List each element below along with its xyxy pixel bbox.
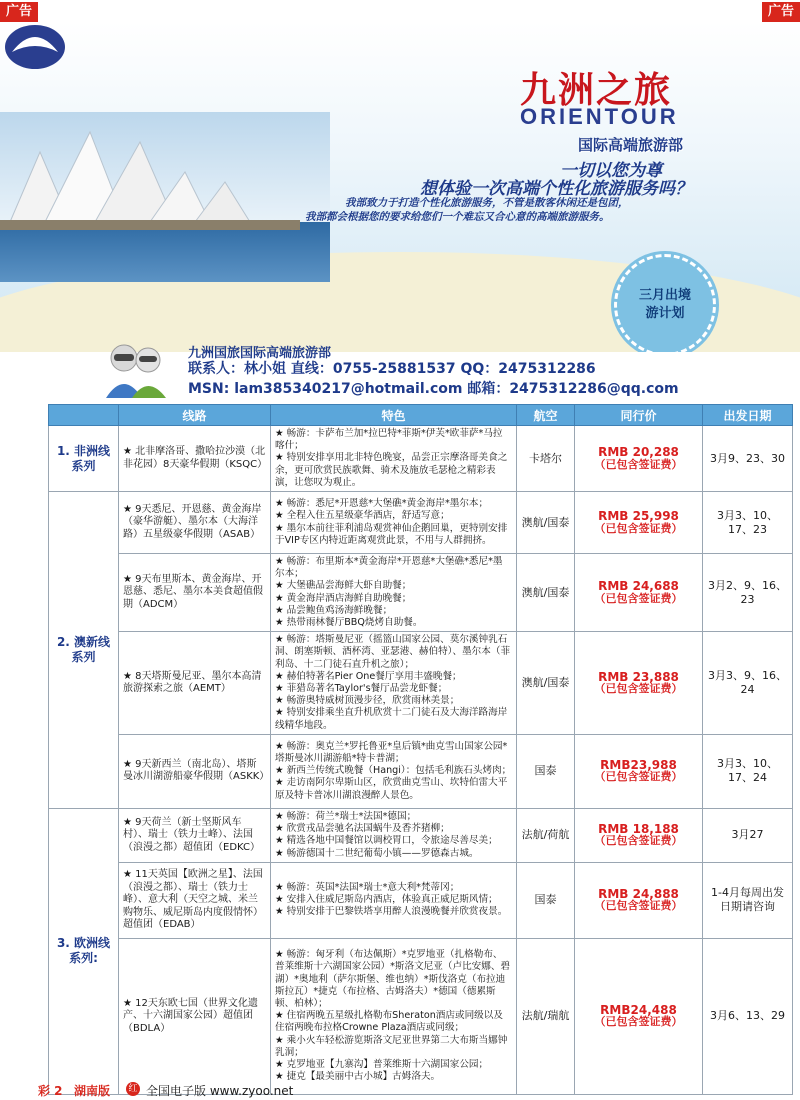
header-price: 同行价	[575, 405, 703, 426]
price-value: RMB 24,888	[598, 886, 679, 901]
airline-cell: 卡塔尔	[517, 426, 575, 492]
price-value: RMB 23,888	[598, 669, 679, 684]
tour-table-wrap	[48, 404, 792, 1095]
page-footer	[0, 1082, 800, 1100]
price-note: （已包含签证费）	[594, 682, 683, 696]
logo-cn: 九洲之旅	[520, 69, 673, 110]
features-cell: ★ 畅游：奥克兰*罗托鲁亚*皇后镇*曲克雪山国家公园*塔斯曼冰川湖游船*特卡普湖； ★ 新西兰传统式晚餐（Hangi）：包括毛利族石头烤肉； ★ 走访南阿尔卑斯山区，欣赏曲克雪山、坎特伯雷大平原及特卡普冰川湖浪漫醉人景色。	[271, 734, 517, 808]
header-airline: 航空	[517, 405, 575, 426]
category-europe: 3. 欧洲线系列:	[49, 808, 119, 1094]
date-cell: 1-4月每周出发日期请咨询	[703, 862, 793, 938]
contact-block	[0, 340, 800, 402]
price-cell	[575, 808, 703, 862]
orientour-logo-icon	[0, 22, 70, 72]
table-row	[49, 808, 793, 862]
tour-table	[48, 404, 793, 1095]
price-value: RMB 18,188	[598, 821, 679, 836]
page-number: 彩 2	[38, 1084, 63, 1098]
date-cell: 3月3、10、17、24	[703, 734, 793, 808]
airline-cell: 澳航/国泰	[517, 554, 575, 632]
date-cell: 3月9、23、30	[703, 426, 793, 492]
date-cell: 3月6、13、29	[703, 938, 793, 1094]
contact-phone-line: 联系人：林小姐 直线：0755-25881537 QQ：2475312286	[188, 361, 596, 377]
price-cell	[575, 862, 703, 938]
ad-tag-left: 广告	[0, 2, 38, 22]
badge-line-2: 游计划	[645, 306, 685, 321]
route-cell: ★ 8天塔斯曼尼亚、墨尔本高清旅游探索之旅（AEMT）	[119, 632, 271, 735]
price-cell	[575, 492, 703, 554]
hero-banner	[0, 22, 800, 352]
features-cell: ★ 畅游：悉尼*开恩慈*大堡礁*黄金海岸*墨尔本； ★ 全程入住五星级豪华酒店，舒适写意； ★ 墨尔本前往菲利浦岛观赏神仙企鹅回巢，更特别安排于VIP专区内特近距离观赏此景，不用与人群拥挤。	[271, 492, 517, 554]
route-cell: ★ 11天英国【欧洲之星】、法国（浪漫之都）、瑞士（铁力士峰）、意大利（天空之城、米兰购物乐、威尼斯岛内度假情怀）超值团（EDAB）	[119, 862, 271, 938]
slogan-primary: 一切以您为尊	[560, 161, 662, 181]
route-cell: ★ 9天新西兰（南北岛）、塔斯曼冰川湖游船豪华假期（ASKK）	[119, 734, 271, 808]
features-cell: ★ 畅游：荷兰*瑞士*法国*德国； ★ 欣赏戎品尝驰名法国蜗牛及香芥猪柳； ★ 精选各地中国餐馆以调校胃口，令旅途尽善尽美； ★ 畅游德国十二世纪葡萄小镇——罗德森古城。	[271, 808, 517, 862]
price-note: （已包含签证费）	[594, 834, 683, 848]
price-cell	[575, 632, 703, 735]
intro-line-2: 我部都会根据您的要求给您们一个难忘又合心意的高端旅游服务。	[305, 211, 610, 223]
route-cell: ★ 9天荷兰（新士坚斯风车村）、瑞士（铁力士峰）、法国（浪漫之都）超值团（EDKC）	[119, 808, 271, 862]
date-cell: 3月3、10、17、23	[703, 492, 793, 554]
header-route: 线路	[119, 405, 271, 426]
table-row	[49, 734, 793, 808]
airline-cell: 国泰	[517, 862, 575, 938]
table-row	[49, 632, 793, 735]
date-cell: 3月2、9、16、23	[703, 554, 793, 632]
airline-cell: 国泰	[517, 734, 575, 808]
contact-avatar-icon	[100, 340, 172, 400]
price-cell	[575, 938, 703, 1094]
edition-label: 湖南版	[74, 1084, 111, 1098]
price-value: RMB24,488	[600, 1002, 677, 1017]
table-row	[49, 426, 793, 492]
table-row	[49, 862, 793, 938]
route-cell: ★ 北非摩洛哥、撒哈拉沙漠（北非花园）8天豪华假期（KSQC）	[119, 426, 271, 492]
price-value: RMB 24,688	[598, 579, 679, 594]
header-features: 特色	[271, 405, 517, 426]
header-blank	[49, 405, 119, 426]
march-plan-badge	[614, 254, 716, 352]
price-value: RMB 25,998	[598, 509, 679, 524]
category-oceania: 2. 澳新线系列	[49, 492, 119, 809]
badge-line-1: 三月出境	[638, 288, 691, 303]
red-circle-icon: 红	[126, 1082, 140, 1096]
logo-en: ORIENTOUR	[520, 104, 679, 129]
airline-cell: 澳航/国泰	[517, 492, 575, 554]
price-note: （已包含签证费）	[594, 457, 683, 471]
route-cell: ★ 12天东欧七国（世界文化遗产、十六湖国家公园）超值团（BDLA）	[119, 938, 271, 1094]
site-link[interactable]: 全国电子版 www.zyoo.net	[146, 1084, 294, 1098]
price-note: （已包含签证费）	[594, 1015, 683, 1029]
price-note: （已包含签证费）	[594, 591, 683, 605]
route-cell: ★ 9天悉尼、开恩慈、黄金海岸（豪华游艇）、墨尔本（大海洋路）五星级豪华假期（ASAB）	[119, 492, 271, 554]
intro-line-1: 我部致力于打造个性化旅游服务，不管是散客休闲还是包团，	[345, 197, 629, 209]
features-cell: ★ 畅游：布里斯本*黄金海岸*开恩慈*大堡礁*悉尼*墨尔本； ★ 大堡礁品尝海鲜大虾自助餐； ★ 黄金海岸酒店海鲜自助晚餐； ★ 品尝鲍鱼鸡汤海鲜晚餐； ★ 热带雨林餐厅BBQ烧烤自助餐。	[271, 554, 517, 632]
table-row	[49, 554, 793, 632]
price-note: （已包含签证费）	[594, 899, 683, 913]
price-cell	[575, 426, 703, 492]
header-date: 出发日期	[703, 405, 793, 426]
price-value: RMB 20,288	[598, 445, 679, 459]
price-cell	[575, 554, 703, 632]
date-cell: 3月27	[703, 808, 793, 862]
features-cell: ★ 畅游：塔斯曼尼亚（摇篮山国家公园、莫尔溪钟乳石洞、朗塞斯顿、酒杯湾、亚瑟港、赫伯特）、墨尔本（菲利岛、十二门徒石直升机之旅）； ★ 赫伯特著名Pier One餐厅享用丰盛晚餐； ★ 菲猎岛著名Taylor's餐厅品尝龙虾餐； ★ 畅游奥特威树顶漫步径，欣赏雨林美景； ★ 特别安排乘坐直升机欣赏十二门徒石及大海洋路海岸线精华地段。	[271, 632, 517, 735]
price-note: （已包含签证费）	[594, 770, 683, 784]
airline-cell: 法航/荷航	[517, 808, 575, 862]
ad-tag-right: 广告	[762, 2, 800, 22]
table-row	[49, 492, 793, 554]
contact-title: 九洲国旅国际高端旅游部	[188, 346, 332, 361]
features-cell: ★ 畅游：卡萨布兰加*拉巴特*菲斯*伊芙*欧菲萨*马拉喀什； ★ 特别安排享用北非特色晚宴，品尝正宗摩洛哥美食之余，更可欣赏民族歌舞、骑术及施放毛瑟枪之精彩表演，让您叹为观止。	[271, 426, 517, 492]
date-cell: 3月3、9、16、24	[703, 632, 793, 735]
route-cell: ★ 9天布里斯本、黄金海岸、开恩慈、悉尼、墨尔本美食超值假期（ADCM）	[119, 554, 271, 632]
category-africa: 1. 非洲线系列	[49, 426, 119, 492]
dept-title: 国际高端旅游部	[578, 136, 684, 154]
slogan-question: 想体验一次高端个性化旅游服务吗？	[420, 179, 692, 199]
airline-cell: 澳航/国泰	[517, 632, 575, 735]
price-note: （已包含签证费）	[594, 521, 683, 535]
contact-email-line: MSN: lam385340217@hotmail.com 邮箱：2475312286@qq.com	[188, 381, 679, 397]
features-cell: ★ 畅游：英国*法国*瑞士*意大利*梵蒂冈； ★ 安排入住威尼斯岛内酒店，体验真正威尼斯风情； ★ 特别安排于巴黎铁塔享用醉人浪漫晚餐并欣赏夜景。	[271, 862, 517, 938]
airline-cell: 法航/瑞航	[517, 938, 575, 1094]
price-value: RMB23,988	[600, 757, 677, 772]
features-cell: ★ 畅游：匈牙利（布达佩斯）*克罗地亚（扎格勒布、普莱维斯十六湖国家公园）*斯洛文尼亚（卢比安娜、碧湖）*奥地利（萨尔斯堡、维也纳）*斯伐洛克（布拉迪斯拉瓦）*捷克（布拉格、古姆洛夫）*德国（德累斯顿、柏林）； ★ 住宿两晚五星级扎格勒布Sheraton酒店或同级以及住宿两晚布拉格Crowne Plaza酒店或同级； ★ 乘小火车轻松游览斯洛文尼亚世界第二大布斯当娜钟乳洞； ★ 克罗地亚【九寨沟】普莱维斯十六湖国家公园； ★ 捷克【最美丽中古小城】古姆洛夫。	[271, 938, 517, 1094]
price-cell	[575, 734, 703, 808]
table-row	[49, 938, 793, 1094]
table-header-row	[49, 405, 793, 426]
